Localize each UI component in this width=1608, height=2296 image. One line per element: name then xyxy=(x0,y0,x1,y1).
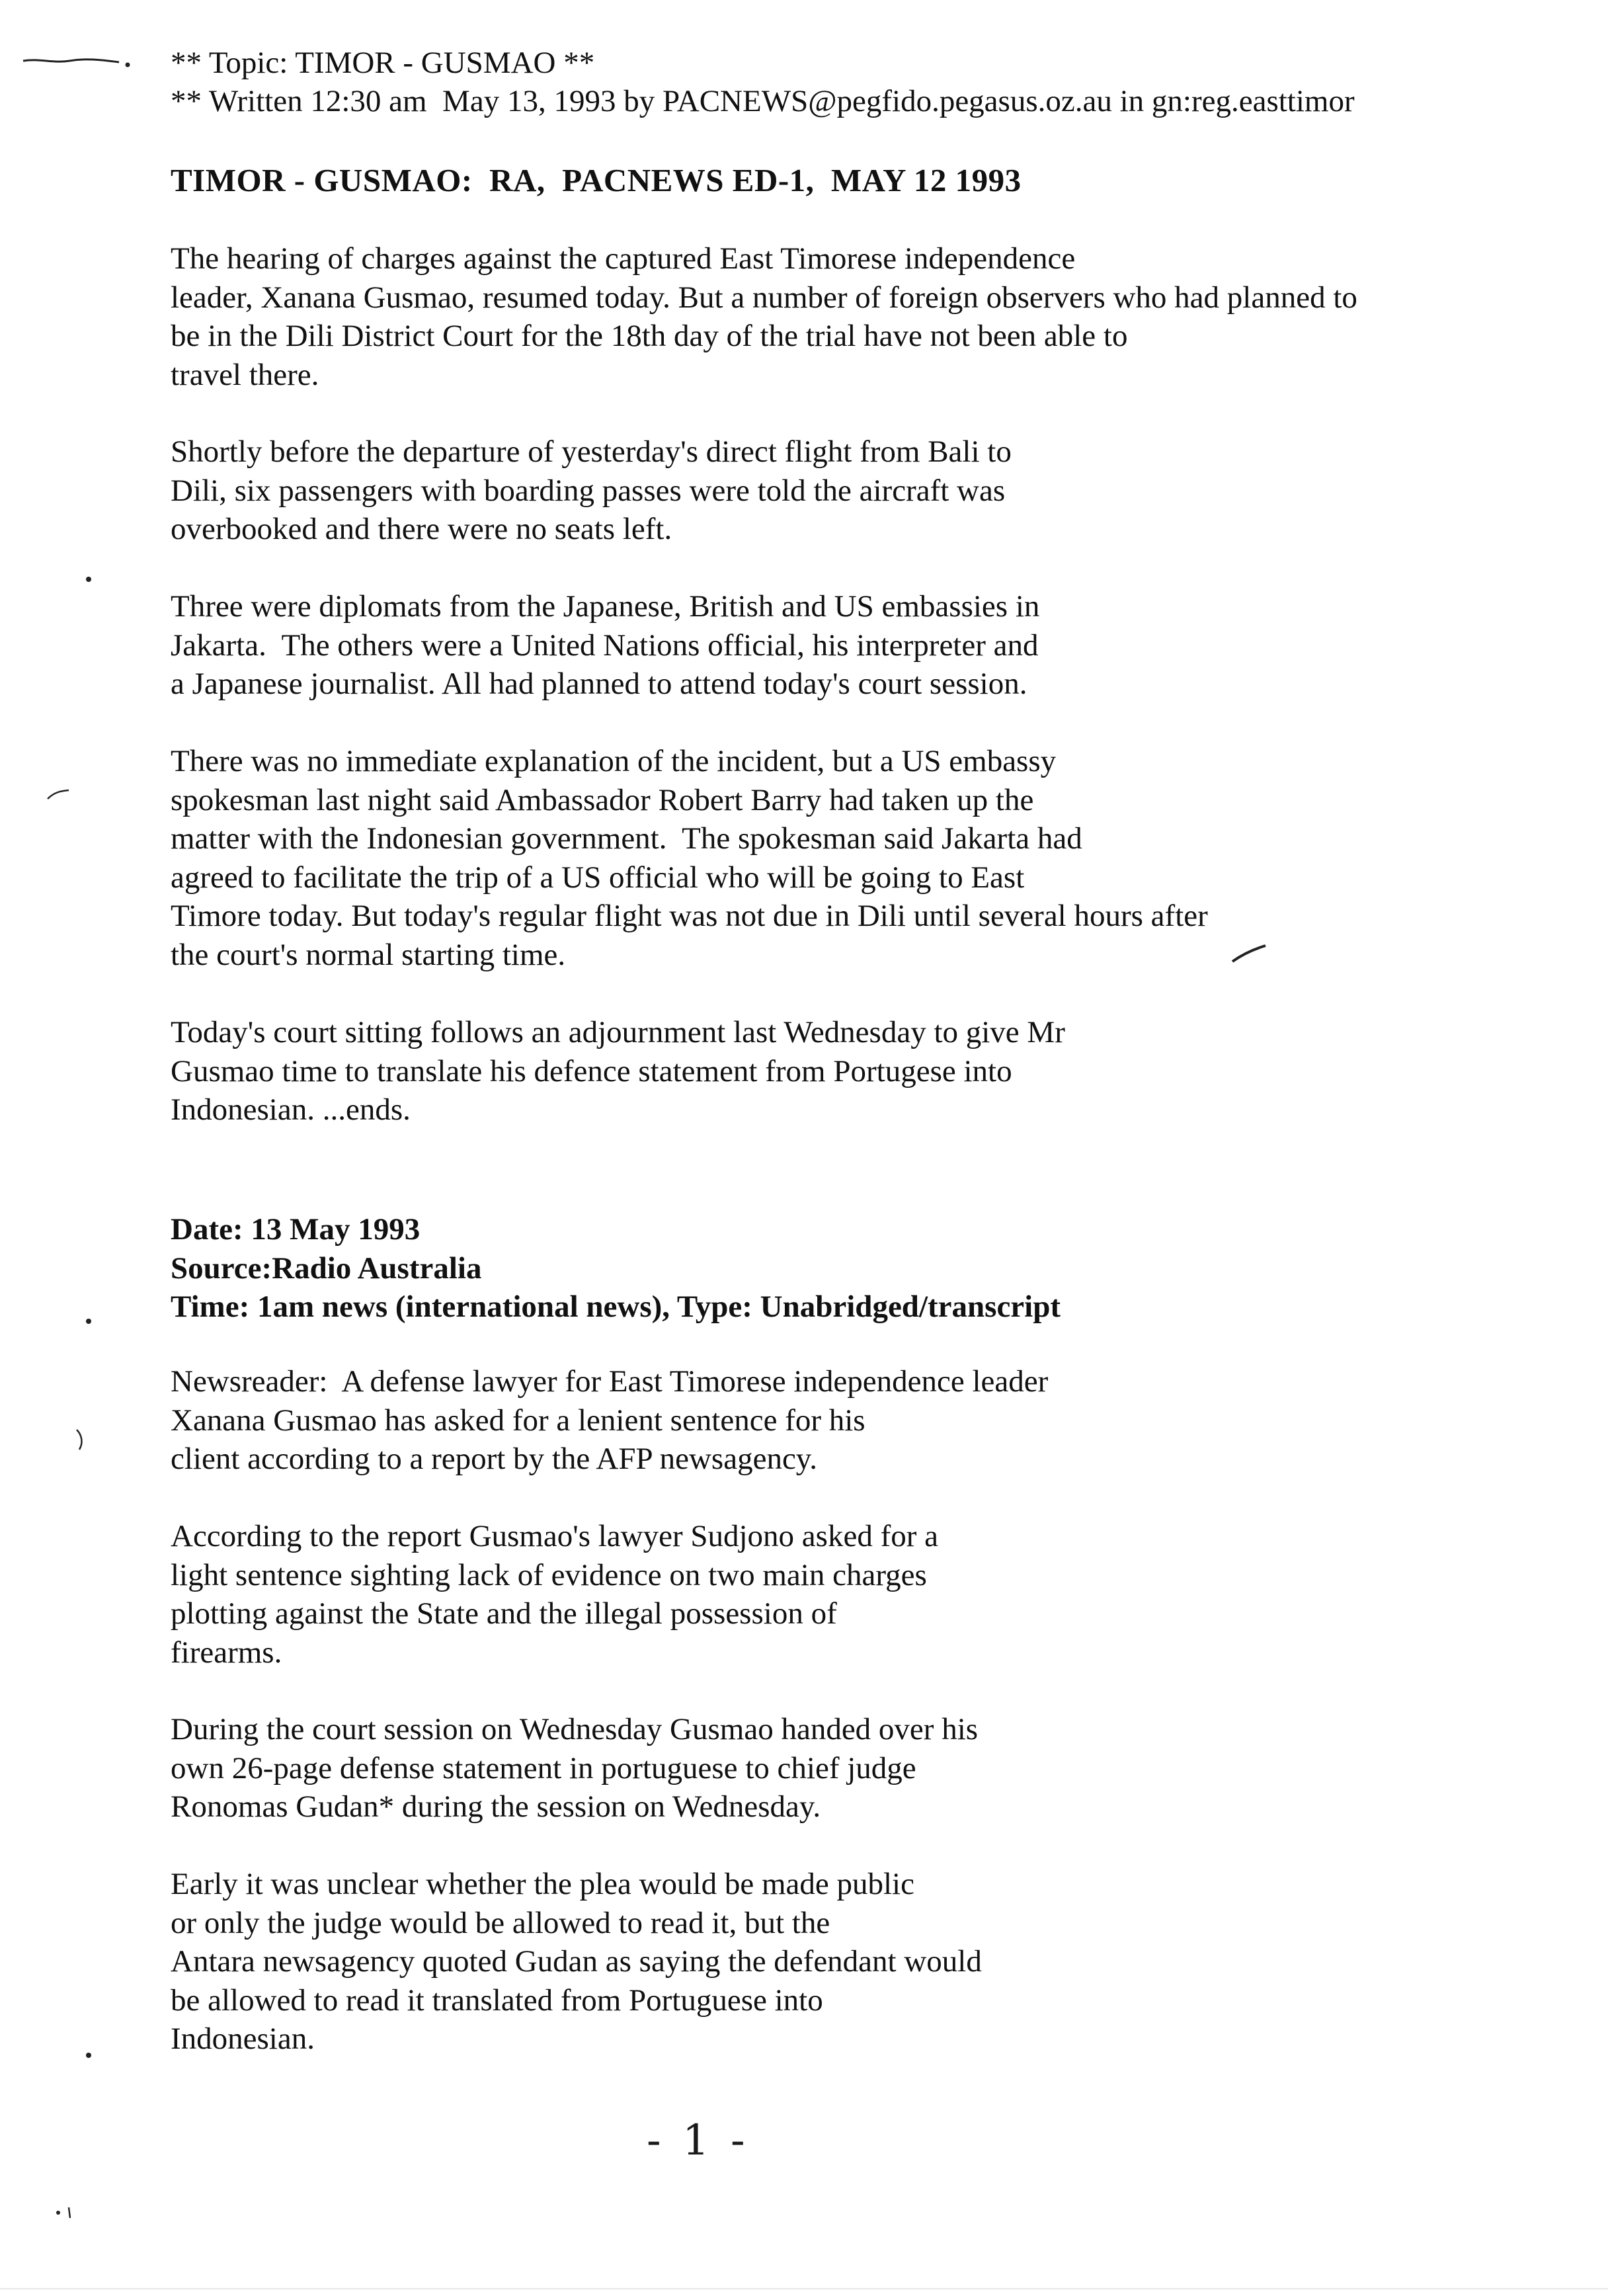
margin-dot-mark xyxy=(86,577,91,582)
text-line: Antara newsagency quoted Gudan as saying the defendant would xyxy=(171,1944,982,1979)
article1-paragraph-1 xyxy=(171,239,1357,394)
text-line: light sentence sighting lack of evidence on two main charges xyxy=(171,1557,927,1592)
text-line: Early it was unclear whether the plea would be made public xyxy=(171,1867,914,1901)
text-line: Today's court sitting follows an adjournment last Wednesday to give Mr xyxy=(171,1015,1065,1049)
text-line: Indonesian. xyxy=(171,2022,315,2056)
text-line: Timore today. But today's regular flight was not due in Dili until several hours after xyxy=(171,899,1208,933)
topic-line: ** Topic: TIMOR - GUSMAO ** xyxy=(171,46,595,80)
article1-paragraph-5 xyxy=(171,1013,1065,1129)
text-line: According to the report Gusmao's lawyer Sudjono asked for a xyxy=(171,1519,938,1553)
article2-metadata xyxy=(171,1210,1061,1327)
text-line: During the court session on Wednesday Gusmao handed over his xyxy=(171,1712,979,1746)
text-line: be in the Dili District Court for the 18th day of the trial have not been able to xyxy=(171,319,1128,353)
text-line: Shortly before the departure of yesterday's direct flight from Bali to xyxy=(171,434,1012,469)
text-line: There was no immediate explanation of the incident, but a US embassy xyxy=(171,744,1057,778)
text-line: Newsreader: A defense lawyer for East Timorese independence leader xyxy=(171,1364,1049,1399)
date-line: Date: 13 May 1993 xyxy=(171,1212,421,1247)
article1-paragraph-3 xyxy=(171,587,1039,704)
article-headline: TIMOR - GUSMAO: RA, PACNEWS ED-1, MAY 12 1993 xyxy=(171,162,1022,198)
margin-bracket-mark xyxy=(74,1427,87,1454)
text-line: travel there. xyxy=(171,357,319,392)
text-line: spokesman last night said Ambassador Robert Barry had taken up the xyxy=(171,782,1034,817)
text-line: a Japanese journalist. All had planned to attend today's court session. xyxy=(171,667,1027,701)
margin-tick-mark xyxy=(46,787,73,803)
text-line: Ronomas Gudan* during the session on Wednesday. xyxy=(171,1789,821,1824)
text-line: plotting against the State and the illegal possession of xyxy=(171,1596,837,1631)
text-line: Xanana Gusmao has asked for a lenient sentence for his xyxy=(171,1403,865,1438)
text-line: the court's normal starting time. xyxy=(171,937,566,972)
margin-dot-mark xyxy=(86,2053,91,2058)
article2-paragraph-4 xyxy=(171,1865,982,2059)
article1-paragraph-2 xyxy=(171,432,1012,549)
text-line: Jakarta. The others were a United Nations official, his interpreter and xyxy=(171,628,1039,663)
margin-corner-mark xyxy=(53,2202,79,2222)
scan-edge-rule xyxy=(0,2288,1608,2289)
text-line: overbooked and there were no seats left. xyxy=(171,512,672,546)
check-tick-mark xyxy=(1230,942,1269,965)
text-line: leader, Xanana Gusmao, resumed today. But a number of foreign observers who had planned to xyxy=(171,280,1357,315)
text-line: client according to a report by the AFP newsagency. xyxy=(171,1442,818,1476)
source-line: Source:Radio Australia xyxy=(171,1250,482,1286)
written-line: ** Written 12:30 am May 13, 1993 by PACNEWS@pegfido.pegasus.oz.au in gn:reg.easttimor xyxy=(171,84,1355,118)
text-line: firearms. xyxy=(171,1635,282,1670)
article2-paragraph-3 xyxy=(171,1710,978,1826)
text-line: Dili, six passengers with boarding passes were told the aircraft was xyxy=(171,473,1006,508)
text-line: matter with the Indonesian government. The spokesman said Jakarta had xyxy=(171,821,1082,856)
text-line: agreed to facilitate the trip of a US official who will be going to East xyxy=(171,860,1025,895)
text-line: Indonesian. ...ends. xyxy=(171,1092,411,1127)
text-line: or only the judge would be allowed to read it, but the xyxy=(171,1905,830,1940)
text-line: Gusmao time to translate his defence statement from Portugese into xyxy=(171,1053,1012,1088)
margin-scribble-mark xyxy=(20,52,132,71)
article2-paragraph-2 xyxy=(171,1517,938,1672)
text-line: be allowed to read it translated from Portuguese into xyxy=(171,1983,823,2018)
margin-dot-mark xyxy=(86,1319,91,1324)
article1-paragraph-4 xyxy=(171,742,1208,974)
text-line: The hearing of charges against the captured East Timorese independence xyxy=(171,241,1076,276)
text-line: Three were diplomats from the Japanese, British and US embassies in xyxy=(171,589,1040,624)
text-line: own 26-page defense statement in portuguese to chief judge xyxy=(171,1750,916,1785)
article2-paragraph-1 xyxy=(171,1362,1048,1479)
time-type-line: Time: 1am news (international news), Type: Unabridged/transcript xyxy=(171,1290,1061,1324)
page-number: - 1 - xyxy=(647,2116,749,2165)
